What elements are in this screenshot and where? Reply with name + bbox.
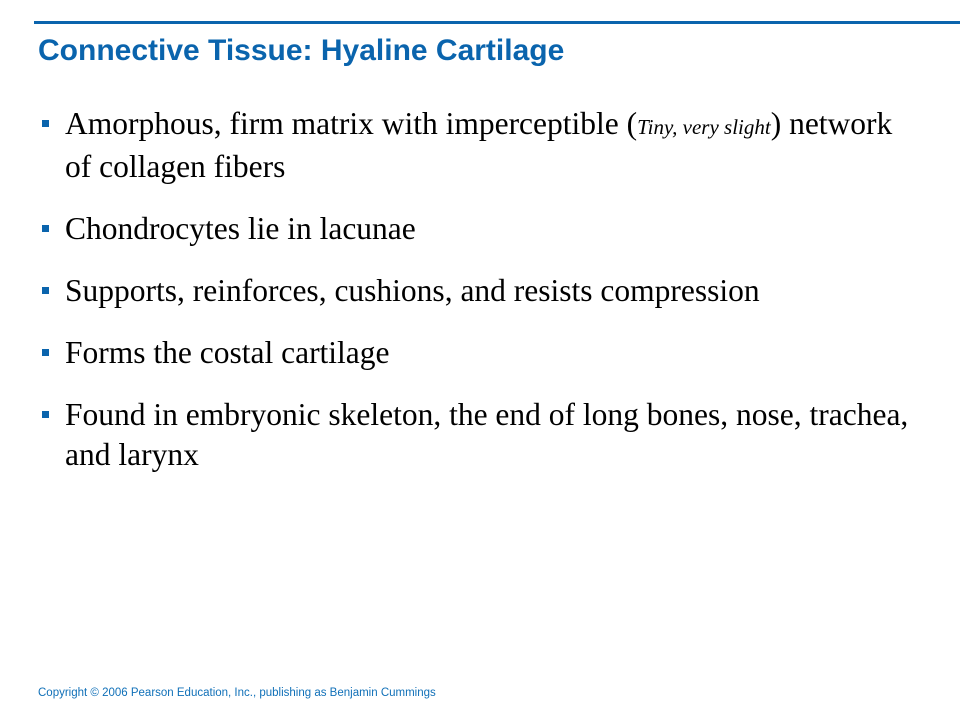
bullet-item-costal bbox=[40, 333, 920, 373]
bullet-item-found-in bbox=[40, 395, 920, 475]
bullet-aside: Tiny, very slight bbox=[637, 115, 771, 139]
bullet-text: Amorphous, firm matrix with imperceptible ( bbox=[65, 106, 638, 141]
bullet-text: Found in embryonic skeleton, the end of long bones, nose, trachea, and larynx bbox=[65, 397, 909, 472]
bullet-item-matrix bbox=[40, 104, 920, 187]
square-bullet-icon bbox=[42, 411, 49, 418]
bullet-item-supports bbox=[40, 271, 920, 311]
slide-title: Connective Tissue: Hyaline Cartilage bbox=[38, 34, 565, 67]
bullet-text: Chondrocytes lie in lacunae bbox=[65, 211, 416, 246]
bullet-item-chondrocytes bbox=[40, 209, 920, 249]
square-bullet-icon bbox=[42, 349, 49, 356]
top-rule bbox=[34, 21, 960, 24]
bullet-text: Forms the costal cartilage bbox=[65, 335, 390, 370]
bullet-list bbox=[40, 104, 920, 497]
copyright-footer: Copyright © 2006 Pearson Education, Inc., publishing as Benjamin Cummings bbox=[38, 687, 436, 699]
bullet-text-end: ) network of collagen fibers bbox=[65, 106, 893, 184]
square-bullet-icon bbox=[42, 287, 49, 294]
square-bullet-icon bbox=[42, 225, 49, 232]
bullet-text: Supports, reinforces, cushions, and resists compression bbox=[65, 273, 760, 308]
square-bullet-icon bbox=[42, 120, 49, 127]
